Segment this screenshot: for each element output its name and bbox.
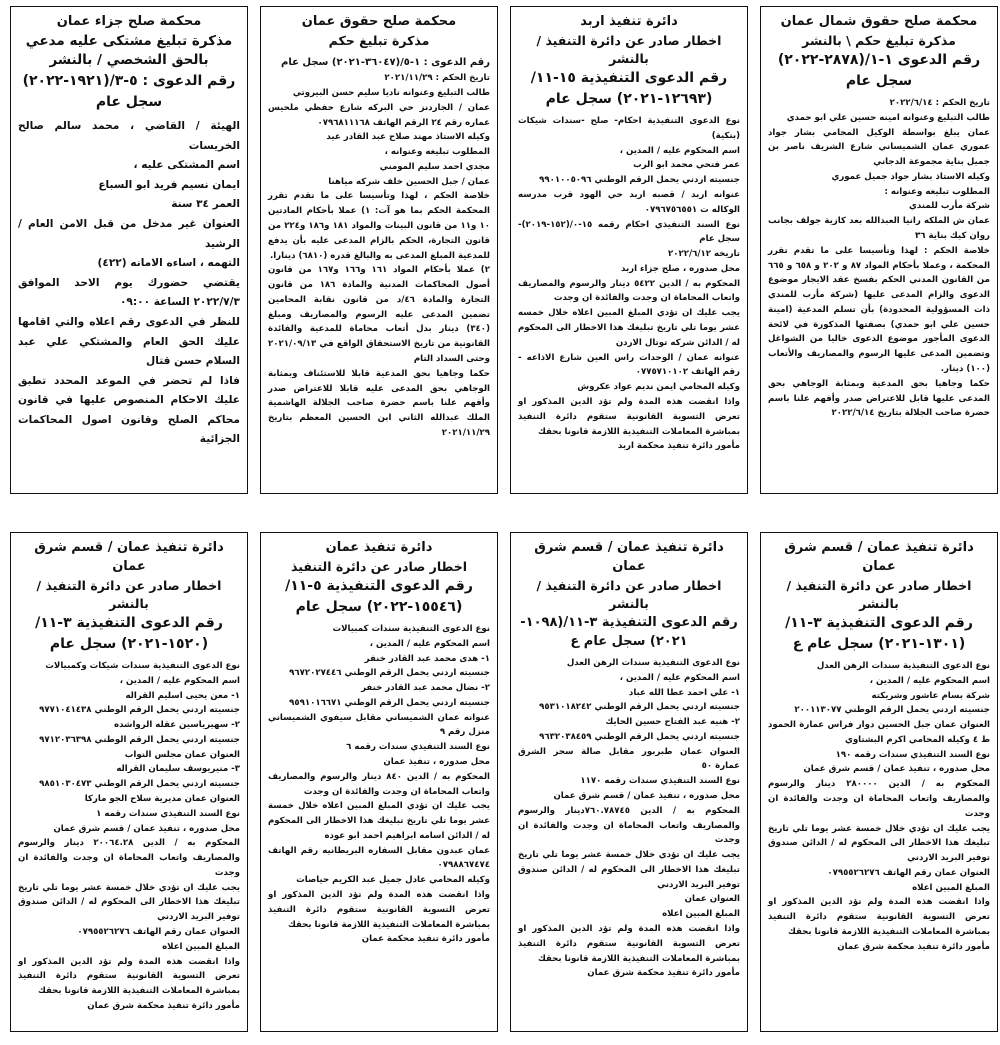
notice-line: يجب عليك ان تؤدي المبلغ المبين اعلاه خلال خمسة عشر يوما تلي تاريخ تبليغك هذا الاخطار الى المحكوم له / الدائن اسامه ابراهيم احمد ابو عوده [268,801,490,841]
notice-heading: مذكرة تبليغ حكم \ بالنشر [802,32,956,48]
notice-heading: مذكرة تبليغ مشتكى عليه مدعي بالحق الشخصي / بالنشر [25,32,233,69]
notice-line: العنوان عمان مديرية سلاح الجو ماركا [84,793,240,804]
notice-line: واذا انقضت هذه المدة ولم تؤد الدين المذكور او تعرض التسوية القانونية ستقوم دائرة التنفيذ بمباشرة المعاملات التنفيذية اللازمة قانونا بحقك [268,890,490,930]
notice-heading: اخطار صادر عن دائرة التنفيذ / بالنشر [36,577,222,611]
notice-signature: مأمور دائرة تنفيذ محكمة اربد [617,441,740,452]
notice-line: شركة بسام عاشور وشريكته [871,690,990,701]
notice-line: ٢- هنيه عبد الفتاح حسين الحايك [605,717,740,728]
case-number: رقم الدعوى : ١-٥/(٣٦٠٤٧-٢٠٢١) سجل عام [281,56,490,68]
notice-line: عمان يبلغ بواسطة الوكيل المحامي بشار جواد عموري عمان الشميساني شارع الشريف ناصر بن جميل بناية مجموعة الدجاني [768,127,990,168]
case-register: (١٣٠١-٢٠٢١) سجل عام ع [792,635,966,652]
notice-east-amman-execution-1301 [760,532,998,1032]
notice-line: اسم المحكوم عليه / المدين ، [869,675,990,686]
notice-line: عنوانه عمان / الوحدات راس العين شارع الاذاعه - رقم الهاتف ٠٧٧٥٧١٠١٠٢ [518,352,740,378]
notice-signature: مأمور دائرة تنفيذ محكمة شرق عمان [587,968,740,979]
notice-line: نوع السند التنفيذي سندات رقمه ١٩٠ [835,749,990,760]
notice-line: جنسيته اردني يحمل الرقم الوطني ٩٥٣١٠١٨٢٤٢ [539,702,740,713]
notice-line: طالب التبليغ وعنوانه امينه حسين علي ابو حمدي [786,112,990,123]
notice-east-amman-execution-1098 [510,532,748,1032]
notice-line: ١- هدى محمد عبد القادر خنفر [364,653,490,664]
notice-line: مجدي احمد سليم المومني [379,161,490,172]
notice-line: العنوان غير مدخل من قبل الامن العام / الرشيد [18,217,240,250]
notice-line: وكيله المحامي ايمن نديم عواد عكروش [577,382,740,393]
notice-line: المحكوم به / الدين ٥٤٢٢ دينار والرسوم والمصاريف واتعاب المحاماة ان وجدت والفائدة ان وجدت [518,278,741,304]
notice-line: ايمان نسيم فريد ابو السباع [98,178,240,191]
notice-line: محل صدوره ، صلح جزاء اربد [620,263,740,274]
notice-line: نوع الدعوى التنفيذية سندات الرهن العدل [816,660,990,671]
case-number: رقم الدعوى التنفيذية ٥-١١/ [285,577,473,594]
notice-line: واذا انقضت هذه المدة ولم تؤد الدين المذكور او تعرض التسوية القانونية ستقوم دائرة التنفيذ بمباشرة المعاملات التنفيذية اللازمة قانونا بحقك [18,956,240,997]
notice-line: جنسيته اردني يحمل الرقم الوطني ٩٦٧٢٠٢٧٤٤٦ [289,668,490,679]
notice-line: العنوان عمان رقم الهاتف ٠٧٩٥٥٢٦٢٧٦ [77,927,240,937]
notice-heading: اخطار صادر عن دائرة التنفيذ / بالنشر [536,577,722,611]
notice-east-amman-execution-1520 [10,532,248,1032]
notice-line: جنسيته اردني يحمل الرقم الوطني ٩٦٣٢٠٣٨٤٥٩ [539,731,740,742]
notice-heading: اخطار صادر عن دائرة التنفيذ / بالنشر [786,577,972,611]
notice-line: وكيله الاستاذ بشار جواد جميل عموري [831,171,990,182]
notice-heading: دائرة تنفيذ عمان / قسم شرق عمان [34,540,224,574]
notice-line: نوع الدعوى التنفيذية سندات شيكات وكمبيالات [45,660,240,671]
case-number: رقم الدعوى ١-١/(٢٨٧٨-٢٠٢٢) [777,51,981,68]
case-register: ٢٠٢١) سجل عام ع [570,634,688,650]
notice-line: عمان عبدون مقابل السفاره البريطانيه رقم الهاتف ٠٧٩٨٨٦٧٤٧٤ [268,845,490,871]
notice-line: محل صدوره ، تنفيذ عمان / قسم شرق عمان [53,823,240,834]
notice-heading: اخطار صادر عن دائرة التنفيذ / بالنشر [536,32,722,66]
case-register: سجل عام [95,93,163,110]
notice-line: واذا انقضت هذه المدة ولم تؤد الدين المذكور او تعرض التسوية القانونية ستقوم دائرة التنفيذ بمباشرة المعاملات التنفيذية اللازمة قانونا بحقك [518,924,740,964]
notice-line: وكيله المحامي عادل جميل عبد الكريم حياصات [296,875,490,886]
notice-line: المبلغ المبين اعلاه [912,882,990,893]
case-number: رقم الدعوى : ٥-٣/(١٩٢١-٢٠٢٢) [22,72,236,89]
notice-line: محل صدوره ، تنفيذ عمان [383,757,490,767]
notice-line: وكيله الاستاذ مهند صلاح عبد القادر عيد [326,132,490,143]
notice-line: يقتضي حضورك يوم الاحد الموافق ٢٠٢٢/٧/٣ الساعة ٠٩:٠٠ [18,276,240,309]
notice-line: حكما وجاهيا بحق المدعية قابلا للاستئناف وبمثابة الوجاهي بحق المدعى عليه قابلا للاعتراض صدر وأفهم علنا باسم حضرة صاحب الجلالة الهاشمية الملك عبدالله الثاني ابن الحسين المعظم بتاريخ ٢٠٢١/١١/٢٩ [268,368,490,438]
notice-heading: محكمة صلح جزاء عمان [56,14,202,29]
notice-line: يجب عليك ان تؤدي خلال خمسة عشر يوما تلي تاريخ تبليغك هذا الاخطار الى المحكوم له / الدائن صندوق توفير البريد الاردني [768,823,990,864]
notice-line: يجب عليك ان تؤدي المبلغ المبين اعلاه خلال خمسه عشر يوما تلي تاريخ تبليغك هذا الاخطار الى المحكوم له / الدائن شركه توتال الاردن [518,308,740,348]
notice-line: جنسيته اردني يحمل الرقم الوطني ٩٧١٢٠٣٦٣٩٨ [39,734,240,745]
notice-line: عمان / الجاردنز حي البركه شارع حفظي ملحيس عماره رقم ٢٤ الرقم الهاتف ٠٧٩٦٨١١١٦٨ [268,102,490,128]
notice-line: ١- معن يحيى اسليم القراله [125,690,240,701]
notice-line: المبلغ المبين اعلاه [162,941,240,952]
notice-line: نوع السند التنفيذي سندات رقمه ٦ [346,742,490,753]
case-number: رقم الدعوى التنفيذية ٣-١١/ [35,614,223,631]
notice-line: نوع السند التنفيذي سندات رقمه ١ [96,808,240,819]
notice-line: العنوان عمان جبل الحسين دوار فراس عمارة الحمود ط ٤ وكيله المحامي اكرم البشتاوي [768,720,990,745]
notice-line: المطلوب تبليغه وعنوانه : [884,186,990,197]
notice-line: تاريخ الحكم : ٢٠٢٢/٦/١٤ [889,97,990,108]
notice-line: واذا انقضت هذه المدة ولم تؤد الدين المذكور او تعرض التسوية القانونية ستقوم دائرة التنفيذ بمباشرة المعاملات التنفيذية اللازمة قانونا بحقك [768,897,990,937]
notice-line: جنسيته اردني يحمل الرقم الوطني ٩٨٥١٠٣٠٤٧٣ [39,779,240,790]
notice-line: عنوانه اربد / قصبه اربد حي الهود قرب مدرسه الوكاله ت ٠٧٩٦٧٥٦٥٥١ [518,190,740,215]
notice-line: المحكوم به / الدين ٢٨٠٠٠٠ دينار والرسوم والمصاريف واتعاب المحاماة ان وجدت والفائدة ان وجدت [768,779,990,819]
notice-line: تاريخ الحكم : ٢٠٢١/١١/٢٩ [384,73,490,84]
notice-line: جنسيته اردني يحمل الرقم الوطني ٩٥٩١٠١٦٦٧١ [289,697,490,708]
notice-line: اسم المحكوم عليه / المدين ، [619,145,740,156]
notice-heading: دائرة تنفيذ عمان [325,540,433,555]
notice-line: للنظر في الدعوى رقم اعلاه والتي اقامها عليك الحق العام والمشتكي علي عبد السلام حسن قتال [18,315,240,368]
notice-line: محل صدوره ، تنفيذ عمان / قسم شرق عمان [553,790,740,801]
notice-line: حكما وجاهيا بحق المدعية وبمثابة الوجاهي بحق المدعى عليها قابل للاعتراض صدر وأفهم علنا باسم حضرة صاحب الجلالة بتاريخ ٢٠٢٢/٦/١٤ [768,378,990,419]
notice-amman-execution-15546 [260,532,498,1032]
notice-line: المبلغ المبين اعلاه [662,909,740,920]
notice-amman-civil-court [260,6,498,494]
notice-heading: محكمة صلح حقوق عمان [301,14,457,29]
notice-line: العنوان عمان رقم الهاتف ٠٧٩٥٥٢٦٢٧٦ [827,867,990,878]
notice-heading: دائرة تنفيذ اربد [580,14,678,29]
notice-line: المطلوب تبليغه وعنوانه ، [384,147,490,158]
case-number: رقم الدعوى التنفيذية ٣-١١/ [785,614,973,631]
notice-line: شركة مأرب للمندي [909,201,990,212]
notice-line: العمر ٣٤ سنة [171,198,240,211]
notice-heading: دائرة تنفيذ عمان / قسم شرق عمان [784,540,974,574]
notice-heading: دائرة تنفيذ عمان / قسم شرق عمان [534,540,724,574]
notice-line: التهمه ، اساءه الامانه (٤٢٢) [97,257,240,270]
notice-line: اسم المشتكى عليه ، [133,159,240,172]
notice-line: يجب عليك ان تؤدي خلال خمسة عشر يوما تلي تاريخ تبليغك هذا الاخطار الى المحكوم له / الدائن صندوق توفير البريد الاردني [518,850,740,890]
notice-line: العنوان عمان مجلس النواب [124,749,240,760]
notice-line: عمر فتحي محمد ابو الرب [633,160,740,171]
notice-line: جنسيته اردني يحمل الرقم الوطني ٩٧٧١٠٤١٤٣٨ [39,705,240,716]
notice-line: طالب التبليغ وعنوانه ناديا سليم حسن البيروتي [292,87,490,98]
notice-line: جنسيته اردني يحمل الرقم الوطني ٢٠٠١١٣٠٧٧ [794,705,990,716]
case-register: (١٥٢٠-٢٠٢١) سجل عام [49,635,209,652]
notice-line: نوع الدعوى التنفيذية احكام- صلح -سندات شيكات (بنكية) [518,116,740,141]
notice-signature: مأمور دائرة تنفيذ محكمة عمان [361,934,490,945]
case-register: سجل عام [845,72,913,89]
notice-line: المحكوم به / الدين ٨٤٠ دينار والرسوم والمصاريف واتعاب المحاماة ان وجدت والفائدة ان وجدت [268,771,490,797]
notice-line: اسم المحكوم عليه / المدين ، [119,675,240,686]
case-register: (١٥٥٤٦-٢٠٢٢) سجل عام [295,598,463,615]
notice-line: عنوانه عمان الشميساني مقابل سيفوي الشميساني منزل رقم ٩ [268,712,490,738]
notice-line: محل صدوره ، تنفيذ عمان / قسم شرق عمان [803,764,990,775]
notice-amman-criminal-court [10,6,248,494]
notice-line: فاذا لم تحضر في الموعد المحدد تطبق عليك الاحكام المنصوص عليها في قانون محاكم الصلح وقانون اصول المحاكمات الجزائية [18,374,240,446]
case-number: رقم الدعوى التنفيذية ٣-١١/(١٠٩٨- [520,614,738,630]
notice-line: العنوان عمان [684,894,740,905]
notice-signature: مأمور دائرة تنفيذ محكمة شرق عمان [87,1000,240,1011]
notice-line: تاريخه ٢٠٢٢/٦/١٢ [667,249,740,260]
notice-line: نوع السند التنفيذي سندات رقمه ١١٧٠ [580,776,740,787]
notice-line: نوع السند التنفيذي احكام رقمه ١٥-٠/(١٥٢-٢٠١٩)- سجل عام [518,219,740,245]
notice-line: الهيئة / القاضي ، محمد سالم صالح الخريسات [18,119,240,152]
notice-line: ٣- منيريوسف سليمان القراله [116,764,240,775]
notice-line: اسم المحكوم عليه / المدين ، [619,672,740,683]
case-register: (١٢٦٩٣-٢٠٢١) سجل عام [545,91,713,108]
notice-irbid-execution [510,6,748,494]
notice-line: خلاصة الحكم ، لهذا وتأسيسا على ما تقدم تقرر المحكمة الحكم بما هو آت: ١) عملا بأحكام المادتين ١٠ و١١ من قانون البينات والمواد ١٨١ و١٨٦ و٢٢٤ من قانون التجارة، الحكم بالزام المدعى عليه بأن يدفع للمدعية المبلغ المدعى به والبالغ قدره (٦٨١٠) دينارا. [268,191,490,261]
notice-north-amman-civil-court [760,6,998,494]
notice-line: ١- علي احمد عطا الله عباد [628,687,740,698]
notice-line: العنوان عمان طبربور مقابل صالة سحر الشرق عمارة ٥٠ [518,746,740,772]
notice-line: خلاصة الحكم : لهذا وتأسيسا على ما تقدم تقرر المحكمة ، وعملا بأحكام المواد ٨٧ و ٢٠٢ و ٦٥٨ و ٦٦٥ من القانون المدني الحكم بفسخ عقد الايجار موضوع الدعوى والزام المدعى عليها (شركة مأرب للمندي ذات المسؤولية المحدودة) بأن تسلم المدعية (امينة حسين علي ابو حمدي) بصفتها المذكورة في لائحة الدعوى المأجور موضوع الدعوى خاليا من الشواغل وتضمين المدعى عليها الرسوم والمصاريف والأتعاب (١٠٠) دينار. [768,245,991,375]
notice-line: يجب عليك ان تؤدي خلال خمسة عشر يوما تلي تاريخ تبليغك هذا الاخطار الى المحكوم له / الدائن صندوق توفير البريد الاردني [18,882,240,923]
notice-line: ٢- سهيرياسين عقله الرواشده [114,720,240,731]
case-number: رقم الدعوى التنفيذية ١٥-١١/ [530,70,728,87]
notice-line: عمان ش الملكه رانيا العبدالله بعد كازية جولف بجانب روان كيك بناية ٣٦ [768,216,990,241]
notice-heading: اخطار صادر عن دائرة التنفيذ [291,558,467,574]
notice-heading: محكمة صلح حقوق شمال عمان [780,14,978,29]
notice-line: المحكوم به / الدين ٧٦٠.٧٨٧٤٥دينار والرسوم والمصاريف واتعاب المحاماة ان وجدت والفائدة ان وجدت [518,805,741,846]
notice-line: نوع الدعوى التنفيذية سندات كمبيالات [332,623,490,634]
notice-signature: مأمور دائرة تنفيذ محكمة شرق عمان [837,941,990,952]
notice-line: اسم المحكوم عليه / المدين ، [369,638,490,649]
notice-heading: مذكرة تبليغ حكم [328,32,430,48]
notice-line: ٢- نضال محمد عبد القادر خنفر [361,683,490,694]
notice-line: المحكوم به / الدين ٢٠٠٦٤.٢٨ دينار والرسوم والمصاريف واتعاب المحاماة ان وجدت والفائدة ان وجدت [18,838,240,878]
notice-line: نوع الدعوى التنفيذية سندات الرهن العدل [566,657,740,668]
notice-line: عمان / جبل الحسين خلف شركه مياهنا [328,176,490,187]
notice-line: جنسيته اردني يحمل الرقم الوطني ٩٩٠١٠٠٥٠٩٦ [539,175,740,186]
notice-line: واذا انقضت هذه المدة ولم تؤد الدين المذكور او تعرض التسوية القانونية ستقوم دائرة التنفيذ بمباشرة المعاملات التنفيذية اللازمة قانونا بحقك [518,396,740,437]
notice-line: ٢) عملا بأحكام المواد ١٦١ و١٦٦ و١٦٧ من قانون أصول المحاكمات المدنية والمادة ١٨٦ من قانون التجارة والمادة ٤٦/د من قانون نقابة المحامين تضمين المدعى عليه الرسوم والمصاريف ومبلغ (٣٤٠) دينار بدل أتعاب محاماة للمدعية والفائدة القانونية من تاريخ الاستحقاق الواقع في ٢٠٢١/٠٩/١٣ وحتى السداد التام [268,265,490,364]
